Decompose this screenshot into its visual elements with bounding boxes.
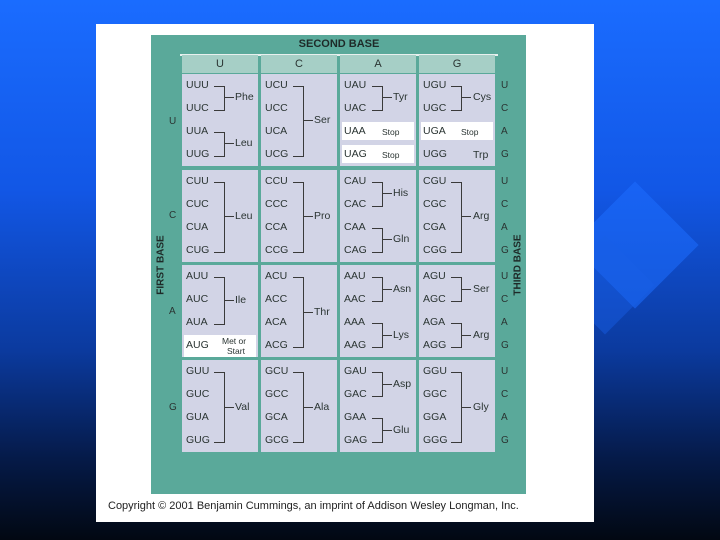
- codon: ACC: [265, 293, 288, 305]
- codon: GUG: [186, 434, 210, 446]
- amino-acid-label: Cys: [473, 91, 492, 103]
- bracket-tick: [382, 97, 392, 98]
- amino-acid-label: Arg: [473, 210, 490, 222]
- bracket-tick: [382, 289, 392, 290]
- codon: CUU: [186, 175, 209, 187]
- amino-acid-label: Ile: [235, 294, 247, 306]
- amino-acid-label: Ala: [314, 401, 330, 413]
- codon: GCG: [265, 434, 289, 446]
- bracket-tick: [224, 143, 234, 144]
- codon: UCA: [265, 125, 288, 137]
- codon: CGA: [423, 221, 446, 233]
- amino-acid-label: Ser: [314, 114, 331, 126]
- third-base-letter: C: [501, 199, 509, 210]
- codon: CAG: [344, 244, 367, 256]
- bracket: [451, 182, 462, 253]
- bracket-tick: [224, 407, 234, 408]
- amino-acid-label: Stop: [382, 150, 400, 160]
- codon: GAA: [344, 411, 367, 423]
- codon: GUC: [186, 388, 210, 400]
- third-base-letter: U: [501, 176, 509, 187]
- amino-acid-label: Asp: [393, 378, 412, 390]
- codon: GGC: [423, 388, 447, 400]
- amino-acid-label: His: [393, 187, 409, 199]
- bracket-tick: [382, 335, 392, 336]
- bracket: [293, 86, 304, 157]
- codon: CCU: [265, 175, 288, 187]
- second-base-u: U: [182, 55, 258, 73]
- amino-acid-label: Stop: [461, 127, 479, 137]
- amino-acid-label: Phe: [235, 91, 254, 103]
- amino-acid-label: Tyr: [393, 91, 408, 103]
- codon: UGG: [423, 148, 447, 160]
- bracket-tick: [224, 97, 234, 98]
- codon: CCG: [265, 244, 289, 256]
- codon: ACA: [265, 316, 287, 328]
- codon: ACG: [265, 339, 288, 351]
- third-base-letter: A: [501, 222, 508, 233]
- third-base-letter: G: [501, 340, 509, 351]
- bracket-tick: [382, 384, 392, 385]
- bracket-tick: [224, 216, 234, 217]
- codon: GGU: [423, 365, 447, 377]
- bracket-tick: [461, 216, 471, 217]
- codon: GCC: [265, 388, 289, 400]
- third-base-letter: A: [501, 317, 508, 328]
- third-base-letter: C: [501, 294, 509, 305]
- bracket-tick: [382, 193, 392, 194]
- codon: UUG: [186, 148, 210, 160]
- codon: GGG: [423, 434, 448, 446]
- amino-acid-label: Stop: [382, 127, 400, 137]
- third-base-letter: C: [501, 103, 509, 114]
- codon: CAA: [344, 221, 366, 233]
- third-base-letter: G: [501, 149, 509, 160]
- codon: CGU: [423, 175, 447, 187]
- third-base-letter: A: [501, 126, 508, 137]
- amino-acid-label: Lys: [393, 329, 409, 341]
- amino-acid-label: Glu: [393, 424, 410, 436]
- codon: UUU: [186, 79, 209, 91]
- third-base-letter: C: [501, 389, 509, 400]
- bracket: [451, 86, 462, 111]
- bracket-tick: [461, 97, 471, 98]
- amino-acid-label: Ser: [473, 283, 490, 295]
- bracket-tick: [382, 430, 392, 431]
- bracket-tick: [461, 407, 471, 408]
- codon: UUA: [186, 125, 209, 137]
- bracket: [214, 182, 225, 253]
- amino-acid-label: Leu: [235, 210, 253, 222]
- codon: UAC: [344, 102, 367, 114]
- codon: UCC: [265, 102, 288, 114]
- codon: AGU: [423, 270, 446, 282]
- codon: CGC: [423, 198, 447, 210]
- codon: GCU: [265, 365, 289, 377]
- third-base-letter: U: [501, 271, 509, 282]
- bracket: [372, 182, 383, 207]
- amino-acid-label: Start: [227, 346, 245, 356]
- second-base-a: A: [340, 55, 416, 73]
- bracket: [214, 86, 225, 111]
- bracket: [372, 86, 383, 111]
- first-base-g: G: [169, 402, 177, 413]
- amino-acid-label: Arg: [473, 329, 490, 341]
- copyright-text: Copyright © 2001 Benjamin Cummings, an imprint of Addison Wesley Longman, Inc.: [108, 500, 519, 512]
- codon: CAC: [344, 198, 367, 210]
- bracket: [293, 182, 304, 253]
- third-base-label: THIRD BASE: [512, 234, 524, 296]
- codon: CCA: [265, 221, 288, 233]
- codon: AGC: [423, 293, 446, 305]
- codon: GAG: [344, 434, 368, 446]
- codon: CUG: [186, 244, 210, 256]
- codon: AGG: [423, 339, 447, 351]
- codon: CUA: [186, 221, 209, 233]
- codon: AGA: [423, 316, 446, 328]
- first-base-u: U: [169, 116, 177, 127]
- first-base-c: C: [169, 210, 177, 221]
- second-base-g: G: [419, 55, 495, 73]
- codon: CCC: [265, 198, 288, 210]
- codon: UGC: [423, 102, 447, 114]
- bracket-tick: [303, 407, 313, 408]
- codon: UGA: [423, 125, 446, 137]
- codon: UAU: [344, 79, 367, 91]
- amino-acid-label: Met or: [222, 336, 247, 346]
- codon: AUC: [186, 293, 209, 305]
- third-base-letter: A: [501, 412, 508, 423]
- bracket-tick: [303, 216, 313, 217]
- bracket-tick: [224, 300, 234, 301]
- codon: GUU: [186, 365, 210, 377]
- codon: UUC: [186, 102, 209, 114]
- bracket-tick: [303, 312, 313, 313]
- codon: AAG: [344, 339, 367, 351]
- amino-acid-label: Trp: [473, 149, 489, 161]
- codon: UGU: [423, 79, 447, 91]
- second-base-header: SECOND BASE: [180, 35, 498, 56]
- codon: GUA: [186, 411, 209, 423]
- amino-acid-label: Gln: [393, 233, 410, 245]
- codon: ACU: [265, 270, 288, 282]
- codon: GGA: [423, 411, 447, 423]
- codon: AAC: [344, 293, 366, 305]
- bracket: [372, 228, 383, 253]
- bracket: [214, 277, 225, 325]
- second-base-c: C: [261, 55, 337, 73]
- codon: AAA: [344, 316, 366, 328]
- first-base-a: A: [169, 306, 176, 317]
- third-base-letter: U: [501, 366, 509, 377]
- codon: GAC: [344, 388, 367, 400]
- codon: UAA: [344, 125, 366, 137]
- bracket-tick: [382, 239, 392, 240]
- codon: UCG: [265, 148, 289, 160]
- codon: CAU: [344, 175, 367, 187]
- third-base-letter: G: [501, 435, 509, 446]
- third-base-letter: U: [501, 80, 509, 91]
- codon: CUC: [186, 198, 209, 210]
- third-base-letter: G: [501, 245, 509, 256]
- codon: UCU: [265, 79, 288, 91]
- bracket-tick: [461, 335, 471, 336]
- codon: AUA: [186, 316, 208, 328]
- codon: GCA: [265, 411, 288, 423]
- codon: AUU: [186, 270, 209, 282]
- amino-acid-label: Asn: [393, 283, 412, 295]
- amino-acid-label: Thr: [314, 306, 330, 318]
- amino-acid-label: Pro: [314, 210, 331, 222]
- codon: CGG: [423, 244, 447, 256]
- codon: GAU: [344, 365, 367, 377]
- amino-acid-label: Leu: [235, 137, 253, 149]
- bracket-tick: [303, 120, 313, 121]
- bracket-tick: [461, 289, 471, 290]
- bracket: [214, 132, 225, 157]
- codon: AAU: [344, 270, 366, 282]
- first-base-label: FIRST BASE: [155, 235, 167, 295]
- codon: UAG: [344, 148, 367, 160]
- codon: AUG: [186, 339, 209, 351]
- amino-acid-label: Val: [235, 401, 250, 413]
- amino-acid-label: Gly: [473, 401, 489, 413]
